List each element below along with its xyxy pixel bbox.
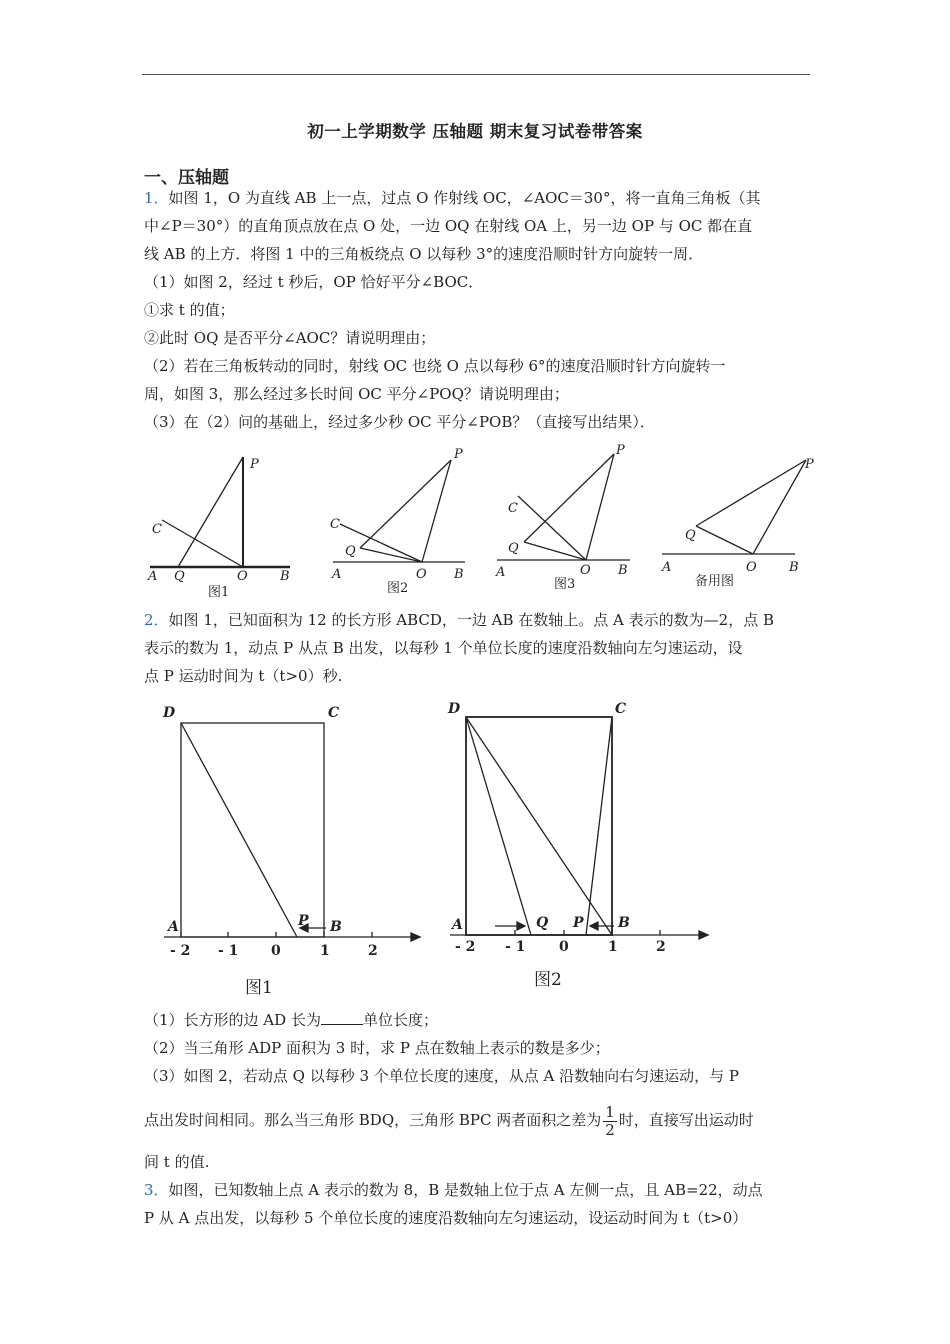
- q2f2-label-c: C: [615, 701, 627, 717]
- q3-line-1: 3．如图，已知数轴上点 A 表示的数为 8，B 是数轴上位于点 A 左侧一点，且 AB=22，动点: [144, 1181, 763, 1199]
- fig3-label-b: B: [618, 563, 628, 578]
- q2f1-label-c: C: [328, 705, 340, 721]
- q1-line-7: （2）若在三角板转动的同时，射线 OC 也绕 O 点以每秒 6°的速度沿顺时针方向旋转一: [144, 357, 726, 375]
- q1-line-8: 周，如图 3，那么经过多长时间 OC 平分∠POQ？请说明理由；: [144, 385, 569, 403]
- fig1-label-c: C: [152, 522, 162, 537]
- q2f2-label-d: D: [448, 701, 461, 717]
- fraction-one-half: $\frac{1}{2}$: [605, 1102, 615, 1139]
- spare-label-q: Q: [685, 528, 696, 543]
- spare-label-o: O: [746, 560, 757, 575]
- q2f1-tick-0: 0: [271, 943, 281, 959]
- answer-blank[interactable]: [321, 1010, 363, 1025]
- q2f1-tick-neg2: - 2: [170, 943, 191, 959]
- fig2-caption: 图2: [387, 581, 409, 596]
- fig1-label-p: P: [250, 457, 259, 472]
- q1-figure-2: [330, 447, 465, 596]
- q2f1-tick-2: 2: [368, 943, 378, 959]
- fig3-label-q: Q: [508, 541, 519, 556]
- q2-sub1: （1）长方形的边 AD 长为 单位长度；: [144, 1011, 438, 1029]
- spare-label-p: P: [805, 457, 814, 472]
- q2f2-tick-neg1: - 1: [505, 939, 526, 955]
- fig3-label-p: P: [616, 443, 625, 458]
- fig2-label-o: O: [416, 567, 427, 582]
- q2f1-caption: 图1: [245, 978, 273, 998]
- fig3-label-a: A: [496, 565, 506, 580]
- q2f2-caption: 图2: [534, 970, 562, 990]
- q2-sub3-line-3: 间 t 的值.: [144, 1153, 210, 1171]
- q1-figure-1: [147, 457, 290, 600]
- q2-number: 2．: [144, 611, 169, 629]
- q2-figure-1: [162, 705, 420, 998]
- fig1-label-a: A: [148, 569, 158, 584]
- q2f2-tick-1: 1: [608, 939, 618, 955]
- fig1-label-q: Q: [174, 569, 185, 584]
- q1-line-2: 中∠P＝30°）的直角顶点放在点 O 处，一边 OQ 在射线 OA 上，另一边 OP 与 OC 都在直: [144, 217, 753, 235]
- q2-figure-2: [447, 701, 708, 990]
- q2f2-label-a: A: [452, 917, 463, 933]
- fig1-label-o: O: [237, 569, 248, 584]
- q2-line-3: 点 P 运动时间为 t（t>0）秒.: [144, 667, 343, 685]
- q2f1-label-b: B: [330, 919, 342, 935]
- q2f1-tick-1: 1: [320, 943, 330, 959]
- fig1-caption: 图1: [208, 585, 230, 600]
- q2f2-tick-neg2: - 2: [455, 939, 476, 955]
- q2-sub3-line-2: 点出发时间相同。那么当三角形 BDQ，三角形 BPC 两者面积之差为 $\frac{1}{2}$ 时，直接写出运动时: [144, 1102, 754, 1139]
- q1-figures: [140, 440, 820, 600]
- fig1-label-b: B: [280, 569, 290, 584]
- spare-label-b: B: [789, 560, 799, 575]
- q2f2-label-p: P: [573, 915, 584, 931]
- q1-line-5: ①求 t 的值；: [144, 301, 235, 319]
- q2-sub2: （2）当三角形 ADP 面积为 3 时，求 P 点在数轴上表示的数是多少；: [144, 1039, 610, 1057]
- fig3-label-o: O: [580, 563, 591, 578]
- section-heading: 一、压轴题: [144, 168, 229, 188]
- spare-label-a: A: [662, 560, 672, 575]
- spare-caption: 备用图: [695, 574, 735, 589]
- q2f1-tick-neg1: - 1: [218, 943, 239, 959]
- q1-line-3: 线 AB 的上方．将图 1 中的三角板绕点 O 以每秒 3°的速度沿顺时针方向旋转一周．: [144, 245, 704, 263]
- q1-figure-3: [495, 443, 630, 592]
- q2-line-2: 表示的数为 1，动点 P 从点 B 出发，以每秒 1 个单位长度的速度沿数轴向左匀速运动，设: [144, 639, 743, 657]
- q1-line-4: （1）如图 2，经过 t 秒后，OP 恰好平分∠BOC．: [144, 273, 484, 291]
- q3-number: 3．: [144, 1181, 169, 1199]
- q3-line-2: P 从 A 点出发，以每秒 5 个单位长度的速度沿数轴向左匀速运动，设运动时间为 t（t>0）: [144, 1209, 748, 1227]
- q2-figures: [150, 695, 730, 1005]
- q2f2-label-q: Q: [536, 915, 549, 931]
- fig3-caption: 图3: [554, 577, 576, 592]
- fig2-label-q: Q: [345, 544, 356, 559]
- q1-number: 1．: [144, 189, 169, 207]
- page-title: 初一上学期数学 压轴题 期末复习试卷带答案: [307, 122, 643, 141]
- q2f2-label-b: B: [618, 915, 630, 931]
- fig2-label-b: B: [454, 567, 464, 582]
- q2f2-tick-0: 0: [559, 939, 569, 955]
- fig2-label-c: C: [330, 517, 340, 532]
- q1-line-6: ②此时 OQ 是否平分∠AOC？请说明理由；: [144, 329, 436, 347]
- q1-line-1: 1．如图 1，O 为直线 AB 上一点，过点 O 作射线 OC，∠AOC＝30°，将一直角三角板（其: [144, 189, 761, 207]
- q2f1-label-a: A: [168, 919, 179, 935]
- q2f1-label-d: D: [163, 705, 176, 721]
- q2-sub3-line-1: （3）如图 2，若动点 Q 以每秒 3 个单位长度的速度，从点 A 沿数轴向右匀速运动，与 P: [144, 1067, 740, 1085]
- q1-line-9: （3）在（2）问的基础上，经过多少秒 OC 平分∠POB？（直接写出结果）．: [144, 413, 655, 431]
- header-rule: [142, 74, 810, 75]
- fig3-label-c: C: [508, 501, 518, 516]
- q2-line-1: 2．如图 1，已知面积为 12 的长方形 ABCD，一边 AB 在数轴上。点 A 表示的数为—2，点 B: [144, 611, 774, 629]
- q1-figure-spare: [661, 457, 814, 589]
- q2f2-tick-2: 2: [656, 939, 666, 955]
- fig2-label-a: A: [332, 567, 342, 582]
- fig2-label-p: P: [454, 447, 463, 462]
- q2f1-label-p: P: [298, 913, 309, 929]
